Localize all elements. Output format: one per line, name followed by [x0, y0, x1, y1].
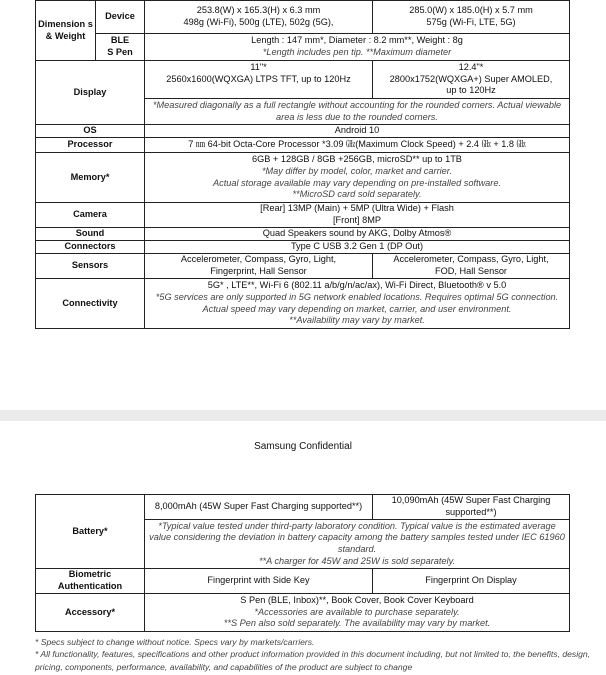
connectors-label: Connectors	[36, 241, 145, 254]
processor-value: 7 ㎚ 64-bit Octa-Core Processor *3.09 ㎓(Maximum Clock Speed) + 2.4 ㎓ + 1.8 ㎓	[145, 138, 570, 153]
connectivity-value: 5G* , LTE**, Wi-Fi 6 (802.11 a/b/g/n/ac/ax), Wi-Fi Direct, Bluetooth® v 5.0 *5G services are only supported in 5G network enabled locations. Requires optimal 5G connection. Actual speed may vary depending on market, carrier, and user environment. **Availability may vary by market.	[145, 279, 570, 329]
battery-124-value: 10,090mAh (45W Super Fast Charging supported**)	[373, 495, 570, 520]
footnote: * All functionality, features, specifications and other product information provided in this document including, but not limited to, the benefits, design, pricing, components, performance, availability, and capabilities of the product are subject to change	[35, 649, 591, 672]
battery-note: *Typical value tested under third-party laboratory condition. Typical value is the estimated average value considering the deviation in battery capacity among the battery samples tested under IEC 61960 standard. **A charger for 45W and 25W is sold separately.	[145, 520, 570, 569]
display-label: Display	[36, 61, 145, 125]
biometric-124-value: Fingerprint On Display	[373, 569, 570, 594]
sensors-label: Sensors	[36, 254, 145, 279]
memory-label: Memory*	[36, 153, 145, 203]
footnotes	[35, 636, 595, 673]
connectors-value: Type C USB 3.2 Gen 1 (DP Out)	[145, 241, 570, 254]
sensors-11-value: Accelerometer, Compass, Gyro, Light, Fingerprint, Hall Sensor	[145, 254, 373, 279]
display-11-value: 11"* 2560x1600(WQXGA) LTPS TFT, up to 120Hz	[145, 61, 373, 99]
page-break	[0, 410, 606, 421]
camera-label: Camera	[36, 203, 145, 228]
spec-table-page2	[35, 494, 570, 632]
biometric-label: Biometric Authentication	[36, 569, 145, 594]
battery-label: Battery*	[36, 495, 145, 569]
dimensions-label: Dimension s & Weight	[36, 1, 96, 61]
os-value: Android 10	[145, 125, 570, 138]
processor-label: Processor	[36, 138, 145, 153]
device-label: Device	[96, 1, 145, 34]
footnote: * Specs subject to change without notice. Specs vary by markets/carriers.	[35, 637, 315, 647]
memory-value: 6GB + 128GB / 8GB +256GB, microSD** up to 1TB *May differ by model, color, market and carrier. Actual storage available may vary depending on pre-installed software. **MicroSD card sold separately.	[145, 153, 570, 203]
battery-11-value: 8,000mAh (45W Super Fast Charging supported**)	[145, 495, 373, 520]
device-124-value: 285.0(W) x 185.0(H) x 5.7 mm 575g (Wi-Fi, LTE, 5G)	[373, 1, 570, 34]
camera-value: [Rear] 13MP (Main) + 5MP (Ultra Wide) + Flash [Front] 8MP	[145, 203, 570, 228]
connectivity-label: Connectivity	[36, 279, 145, 329]
sound-label: Sound	[36, 228, 145, 241]
os-label: OS	[36, 125, 145, 138]
sensors-124-value: Accelerometer, Compass, Gyro, Light, FOD, Hall Sensor	[373, 254, 570, 279]
accessory-label: Accessory*	[36, 594, 145, 632]
accessory-value: S Pen (BLE, Inbox)**, Book Cover, Book Cover Keyboard *Accessories are available to purchase separately. **S Pen also sold separately. The availability may vary by market.	[145, 594, 570, 632]
confidential-header: Samsung Confidential	[254, 441, 352, 452]
display-note: *Measured diagonally as a full rectangle without accounting for the rounded corners. Actual viewable area is less due to the rounded corners.	[145, 99, 570, 125]
sound-value: Quad Speakers sound by AKG, Dolby Atmos®	[145, 228, 570, 241]
spen-label: BLE S Pen	[96, 34, 145, 61]
display-124-value: 12.4"* 2800x1752(WQXGA+) Super AMOLED, up to 120Hz	[373, 61, 570, 99]
device-11-value: 253.8(W) x 165.3(H) x 6.3 mm 498g (Wi-Fi), 500g (LTE), 502g (5G),	[145, 1, 373, 34]
biometric-11-value: Fingerprint with Side Key	[145, 569, 373, 594]
spen-value: Length : 147 mm*, Diameter : 8.2 mm**, Weight : 8g *Length includes pen tip. **Maximum diameter	[145, 34, 570, 61]
spec-table-page1	[35, 0, 570, 329]
